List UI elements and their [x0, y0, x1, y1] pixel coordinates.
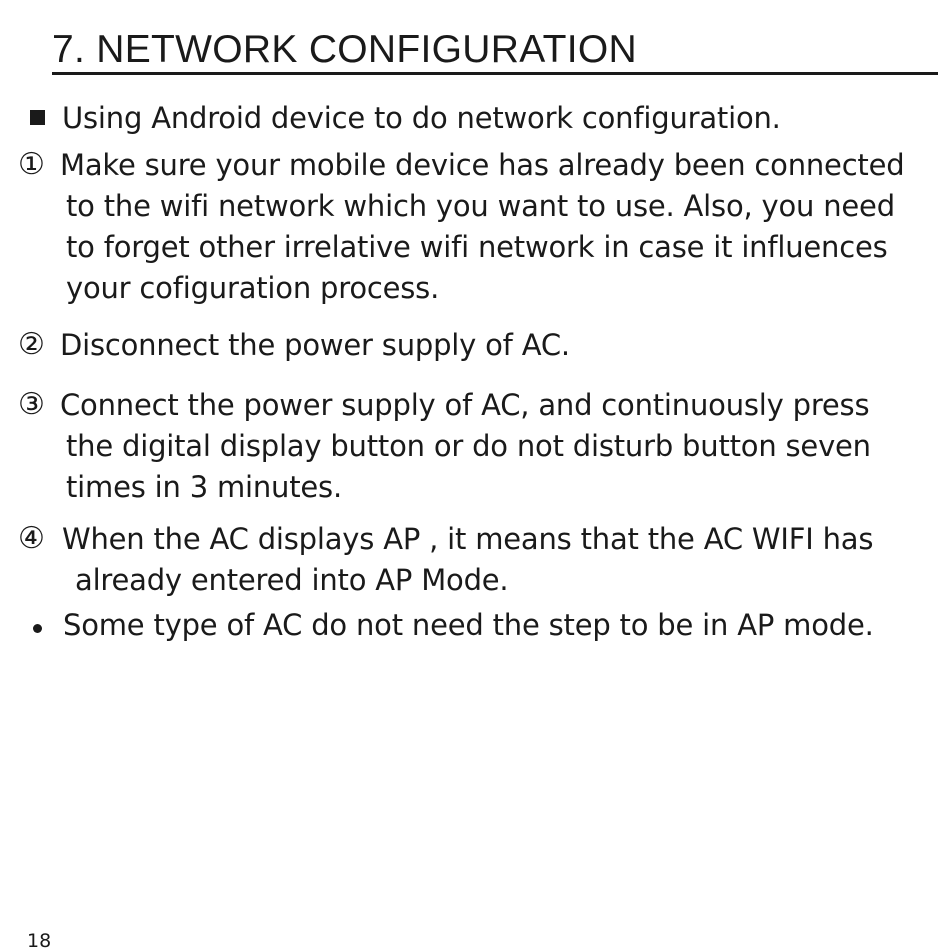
- step-4-marker: ④: [18, 521, 45, 556]
- step-3-line-1: Connect the power supply of AC, and continuously press: [60, 388, 870, 422]
- step-4-line-1: When the AC displays AP , it means that the AC WIFI has: [62, 522, 874, 556]
- step-1-line-1: Make sure your mobile device has already been connected: [60, 148, 905, 182]
- intro-text: Using Android device to do network configuration.: [62, 101, 781, 135]
- step-1-marker: ①: [18, 147, 45, 182]
- dot-bullet-icon: [33, 624, 42, 633]
- note-text: Some type of AC do not need the step to be in AP mode.: [63, 608, 874, 642]
- step-1-line-3: to forget other irrelative wifi network in case it influences: [66, 230, 888, 264]
- step-1-line-4: your cofiguration process.: [66, 271, 440, 305]
- step-1-line-2: to the wifi network which you want to use. Also, you need: [66, 189, 895, 223]
- step-2-line-1: Disconnect the power supply of AC.: [60, 328, 570, 362]
- title-underline: [52, 72, 938, 75]
- page-number: 18: [27, 930, 52, 952]
- square-bullet-icon: [30, 110, 45, 125]
- step-2-marker: ②: [18, 327, 45, 362]
- step-3-line-3: times in 3 minutes.: [66, 470, 342, 504]
- step-4-line-2: already entered into AP Mode.: [75, 563, 509, 597]
- page-title: 7. NETWORK CONFIGURATION: [52, 28, 637, 71]
- step-3-marker: ③: [18, 387, 45, 422]
- step-3-line-2: the digital display button or do not disturb button seven: [66, 429, 871, 463]
